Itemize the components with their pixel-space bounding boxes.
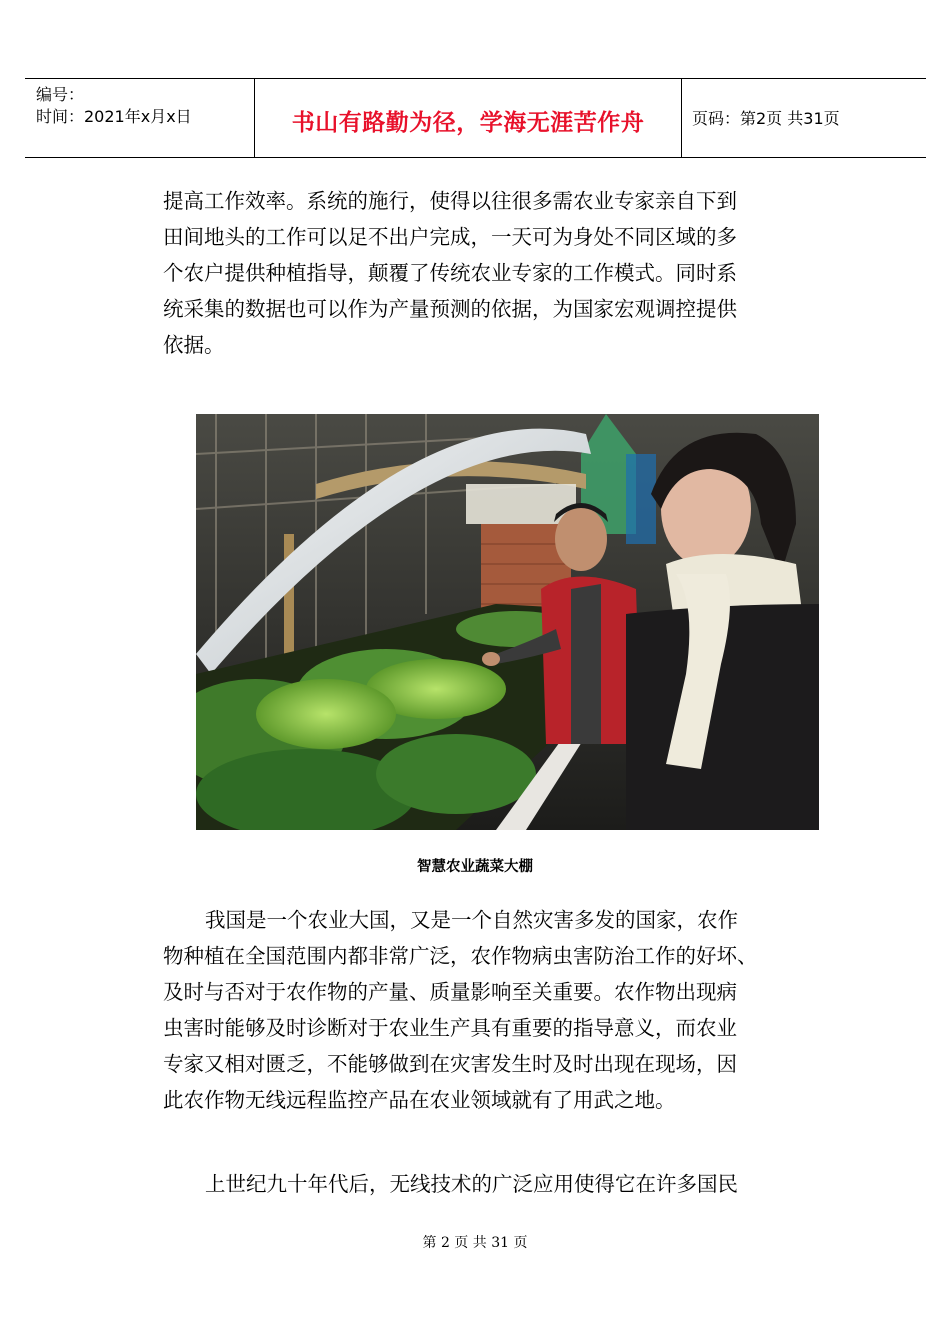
- header-left-cell: [25, 79, 254, 157]
- greenhouse-photo: [196, 414, 819, 830]
- document-time-label: 时间：2021年x月x日: [36, 107, 192, 126]
- text-line: 及时与否对于农作物的产量、质量影响至关重要。农作物出现病: [163, 980, 737, 1004]
- page-footer: 第 2 页 共 31 页: [422, 1235, 528, 1251]
- paragraph-3: [163, 1166, 803, 1202]
- text-line: 专家又相对匮乏，不能够做到在灾害发生时及时出现在现场，因: [163, 1052, 737, 1076]
- paragraph-1: [163, 183, 803, 363]
- text-line: 虫害时能够及时诊断对于农业生产具有重要的指导意义，而农业: [163, 1016, 737, 1040]
- text-line: 统采集的数据也可以作为产量预测的依据，为国家宏观调控提供: [163, 297, 737, 321]
- header-motto-cell: [254, 79, 682, 157]
- text-line: 依据。: [163, 333, 225, 357]
- paragraph-2: [163, 902, 803, 1118]
- text-line: 田间地头的工作可以足不出户完成，一天可为身处不同区域的多: [163, 225, 737, 249]
- text-line: 上世纪九十年代后，无线技术的广泛应用使得它在许多国民: [205, 1172, 738, 1196]
- text-line: 提高工作效率。系统的施行，使得以往很多需农业专家亲自下到: [163, 189, 737, 213]
- document-number-label: 编号：: [36, 85, 85, 104]
- header-table: [25, 78, 926, 158]
- greenhouse-photo-illustration: [196, 414, 819, 830]
- text-line: 此农作物无线远程监控产品在农业领域就有了用武之地。: [163, 1088, 676, 1112]
- header-motto: 书山有路勤为径，学海无涯苦作舟: [291, 110, 645, 136]
- text-line: 物种植在全国范围内都非常广泛，农作物病虫害防治工作的好坏、: [163, 944, 758, 968]
- header-page-info: 页码：第2页 共31页: [692, 109, 840, 128]
- text-line: 个农户提供种植指导，颠覆了传统农业专家的工作模式。同时系: [163, 261, 737, 285]
- header-page-cell: [682, 79, 926, 157]
- text-line: 我国是一个农业大国，又是一个自然灾害多发的国家，农作: [205, 908, 738, 932]
- figure-caption: 智慧农业蔬菜大棚: [417, 859, 533, 875]
